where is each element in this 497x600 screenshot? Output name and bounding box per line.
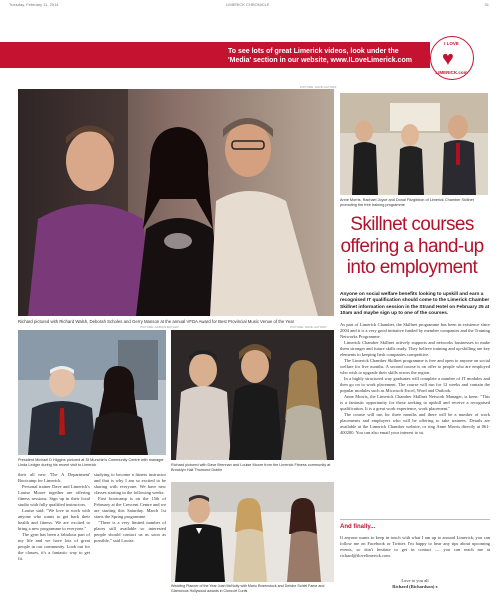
skillnet-photo (340, 93, 488, 195)
banner-line-2[interactable]: 'Media' section in our website, www.ILoveLimerick.com (228, 57, 412, 64)
article-headline (336, 214, 488, 279)
article-paragraph: In a highly structured way graduates will complete a number of IT modules and then go on to work placement. The course will run for 12 weeks and contain the popular modules such as Microsoft Excel, Word and Outlook. (340, 376, 490, 393)
article-paragraph: Limerick Chamber Skillnet actively supports and networks businesses to make them stronger and future skills ready. They believe training and up-skilling are key elements to keeping Irish companies competitive. (340, 340, 490, 357)
section-divider (340, 519, 490, 520)
column-paragraph: Personal trainer Dave and Limerick's Louise Moore together are offering fitness sessions. Sign up in their local studio with fully qualified instructors. (18, 484, 90, 507)
awards-photo (171, 482, 334, 582)
main-photo-caption: Richard pictured with Richard Walsh, Deborah Scholes and Gerry Manson at the annual VFDA Award for Best Provincial Music Venue of the Year (18, 319, 295, 324)
article-paragraph: As part of Limerick Chamber, the Skillnet programme has been in existence since 2004 and it is a very good initiative funded by member companies and the Training Networks Programme. (340, 322, 490, 339)
signoff-line: Love to you all (401, 578, 429, 583)
fitness-photo-illustration (171, 330, 334, 460)
headline-line-1: Skillnet courses (350, 214, 474, 235)
signature: Richard (Richardson) x (392, 584, 438, 589)
and-finally-subhead: And finally... (340, 524, 376, 530)
article-body (340, 322, 490, 436)
signoff (340, 578, 490, 590)
fitness-photo (171, 330, 334, 460)
i-love-limerick-logo (430, 36, 474, 80)
closing-paragraph: If anyone wants to keep in touch with what I am up to around Limerick, you can follow me on Facebook or Twitter. I'm happy to hear any tips about upcoming events, so don't hesitate to get in contact — you can reach me at richard@ilovelimerick.com. (340, 535, 490, 558)
photo-credit: PICTURE: ADRIAN BUTLER (140, 325, 179, 329)
column-paragraph: Louise said: "We love to work with anyone who wants to get back their health and fitness. We are excited to bring a new programme to everyone." (18, 508, 90, 531)
column-paragraph: studying to become a fitness instructor and that is why I am so excited to be sharing with everyone. We have new classes starting in the following weeks. (94, 472, 166, 495)
heart-icon: ♥ (442, 48, 454, 70)
article-paragraph: Anne Morris, the Limerick Chamber Skillnet Network Manager, is keen: "This is a fantastic opportunity for those seeking to upskill and receive a recognised qualification. It is a great work experience, work placement." (340, 394, 490, 411)
photo-credit: PICTURE: DAVE GAYNOR (290, 325, 327, 329)
column-paragraph: "There is a very limited number of places still available so interested people should contact us as soon as possible," said Louise. (94, 520, 166, 543)
main-photo-illustration (18, 89, 334, 316)
awards-photo-illustration (171, 482, 334, 582)
banner-line-1: To see lots of great Limerick videos, look under the (228, 48, 399, 55)
column-paragraph: First bootcamp is on the 15th of February at the Crescent Centre and we are starting this Saturday. March 1st starts the Spring programme. (94, 496, 166, 519)
president-photo (18, 330, 166, 455)
issue-date: Tuesday, February 11, 2014 (9, 2, 59, 7)
president-photo-caption: President Michael D Higgins pictured at St Munchin's Community Centre with manager Linda Ledger during his recent visit to Limerick (18, 458, 164, 467)
article-intro: Anyone on social welfare benefits looking to upskill and earn a recognised IT qualification should come to the Limerick Chamber Skillnet information session in the Strand Hotel on February 25 at 10am and maybe sign up to one of the courses. (340, 292, 490, 317)
president-photo-illustration (18, 330, 166, 455)
headline-line-2: offering a hand-up (340, 235, 484, 257)
headline-line-3: into employment (346, 257, 478, 278)
page-number: 31 (484, 2, 489, 7)
logo-top-text: I LOVE (444, 41, 459, 46)
skillnet-photo-caption: Anne Morris, Rachael Joyce and Donal Fitzgibbon of Limerick Chamber Skillnet promoting the free training programme (340, 198, 474, 207)
article-paragraph: The Limerick Chamber Skillnet programme is free and open to anyone on social welfare for five months. A second course is on offer to people who are employed who wish to upgrade their skills across the region. (340, 358, 490, 375)
left-column-text (18, 472, 90, 562)
middle-column-text (94, 472, 166, 544)
page-header (0, 0, 497, 10)
website-banner[interactable] (0, 42, 430, 68)
column-paragraph: their all new 'The A Department' Bootcamp for Limerick. (18, 472, 90, 483)
logo-bottom-text: LIMERICK.com (435, 70, 468, 75)
main-photo (18, 89, 334, 316)
skillnet-photo-illustration (340, 93, 488, 195)
column-paragraph: The gym has been a fabulous part of my life and we have lots of great people in our community. Look out for the classes, it's a fantastic way to get fit. (18, 532, 90, 561)
publication-name: LIMERICK CHRONICLE (226, 2, 270, 7)
awards-photo-caption: Wedding Planner of the Year Joan McNulty with Mario Rosenstock and Deirdre Schlei Fame and Glamorous Hollywood awards in Cloncurf Curtis (171, 584, 325, 593)
article-paragraph: The course will run for three months and there will be a number of work placements and employers who will be offering to take trainees. Details are available at the Limerick Chamber website, or ring Anne Morris directly at 061-400200. You can also email your interest to us. (340, 412, 490, 435)
photo-credit: PICTURE: DAVE GAYNOR (300, 85, 337, 89)
fitness-photo-caption: Richard pictured with Dave Brennan and Louise Moore from the Limerick Fitness community at Brooklyn Hall Thomond Dublin (171, 463, 331, 472)
